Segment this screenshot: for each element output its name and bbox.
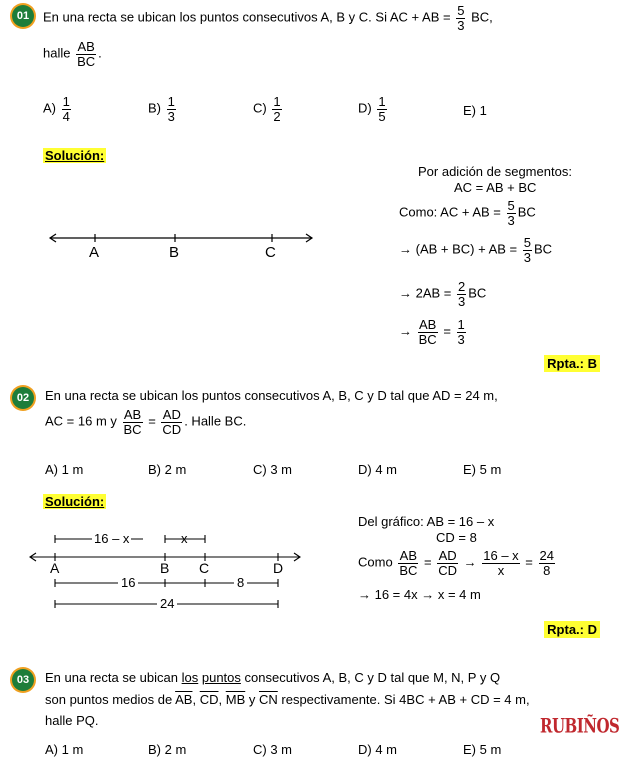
option-b[interactable]: B) 2 m bbox=[148, 462, 187, 477]
point-label-a: A bbox=[89, 244, 100, 261]
option-d[interactable]: D) $\frac{1}{5}$ bbox=[358, 94, 386, 124]
step-text: Del gráfico: AB = 16 – x bbox=[358, 514, 495, 529]
option-e[interactable]: E) 5 m bbox=[463, 462, 502, 477]
point-label-a: A bbox=[50, 560, 60, 576]
problem-statement: En una recta se ubican los puntos consecutivos A, B y C. Si AC + AB = $\frac{5}{3}$ BC, bbox=[43, 3, 493, 33]
segment-label: 8 bbox=[234, 575, 247, 590]
step-text: CD = 8 bbox=[436, 530, 477, 545]
option-a[interactable]: A) $\frac{1}{4}$ bbox=[43, 94, 70, 124]
problem-number-badge: 02 bbox=[12, 387, 34, 409]
answer-badge: Rpta.: D bbox=[544, 621, 600, 638]
option-a[interactable]: A) 1 m bbox=[45, 742, 84, 757]
option-c[interactable]: C) $\frac{1}{2}$ bbox=[253, 94, 281, 124]
fraction: $\frac{AB}{BC}$ bbox=[77, 39, 96, 69]
point-label-d: D bbox=[273, 560, 284, 576]
step-equation: Como $\frac{AB}{BC}$ = $\frac{AD}{CD}$ → $\frac{16 - x}{x}$ = $\frac{24}{8}$ bbox=[358, 548, 554, 578]
point-label-b: B bbox=[160, 560, 170, 576]
step-equation: Como: AC + AB = $\frac{5}{3}$ BC bbox=[399, 198, 536, 228]
option-c[interactable]: C) 3 m bbox=[253, 462, 293, 477]
problem-statement: En una recta se ubican los puntos consecutivos A, B, C y D tal que AD = 24 m, bbox=[45, 388, 498, 403]
problem-statement-line3: halle PQ. bbox=[45, 713, 99, 728]
point-label-c: C bbox=[265, 244, 276, 261]
step-equation: → (AB + BC) + AB = $\frac{5}{3}$ BC bbox=[399, 235, 553, 265]
publisher-logo: RUBIÑOS bbox=[540, 714, 619, 738]
step-equation: → $\frac{AB}{BC}$ = $\frac{1}{3}$ bbox=[399, 317, 465, 347]
problem-statement-line2: AC = 16 m y $\frac{AB}{BC}$ = $\frac{AD}{CD}$ . Halle BC. bbox=[45, 407, 247, 437]
option-a[interactable]: A) 1 m bbox=[45, 462, 84, 477]
line-diagram-1 bbox=[50, 234, 312, 242]
segment-label: 16 bbox=[118, 575, 138, 590]
step-text: AC = AB + BC bbox=[454, 180, 537, 195]
option-d[interactable]: D) 4 m bbox=[358, 742, 398, 757]
segment-label: x bbox=[181, 531, 188, 546]
segment-label: 24 bbox=[157, 596, 177, 611]
problem-number-badge: 03 bbox=[12, 669, 34, 691]
problem-statement-line2: halle $\frac{AB}{BC}$ . bbox=[43, 39, 102, 69]
option-b[interactable]: B) $\frac{1}{3}$ bbox=[148, 94, 175, 124]
step-text: Por adición de segmentos: bbox=[418, 164, 572, 179]
problem-statement: En una recta se ubican los puntos consecutivos A, B, C y D tal que M, N, P y Q bbox=[45, 670, 501, 685]
solution-label: Solución: bbox=[45, 148, 105, 163]
point-label-c: C bbox=[199, 560, 210, 576]
solution-label: Solución: bbox=[45, 494, 105, 509]
option-b[interactable]: B) 2 m bbox=[148, 742, 187, 757]
step-text: → 16 = 4x → x = 4 m bbox=[358, 587, 481, 602]
segment-label: 16 – x bbox=[94, 531, 130, 546]
option-e[interactable]: E) 1 bbox=[463, 103, 487, 118]
point-label-b: B bbox=[169, 244, 180, 261]
problem-number-badge: 01 bbox=[12, 5, 34, 27]
option-e[interactable]: E) 5 m bbox=[463, 742, 502, 757]
step-equation: → 2AB = $\frac{2}{3}$ BC bbox=[399, 279, 487, 309]
fraction: $\frac{5}{3}$ bbox=[457, 3, 465, 33]
answer-badge: Rpta.: B bbox=[544, 355, 600, 372]
option-c[interactable]: C) 3 m bbox=[253, 742, 293, 757]
problem-statement-line2: son puntos medios de $\overline{AB}$, $\overline{CD}$, $\overline{MB}$ y $\overline{CN}$ respectivamente. Si 4BC + AB + CD = 4 m, bbox=[45, 692, 530, 707]
option-d[interactable]: D) 4 m bbox=[358, 462, 398, 477]
